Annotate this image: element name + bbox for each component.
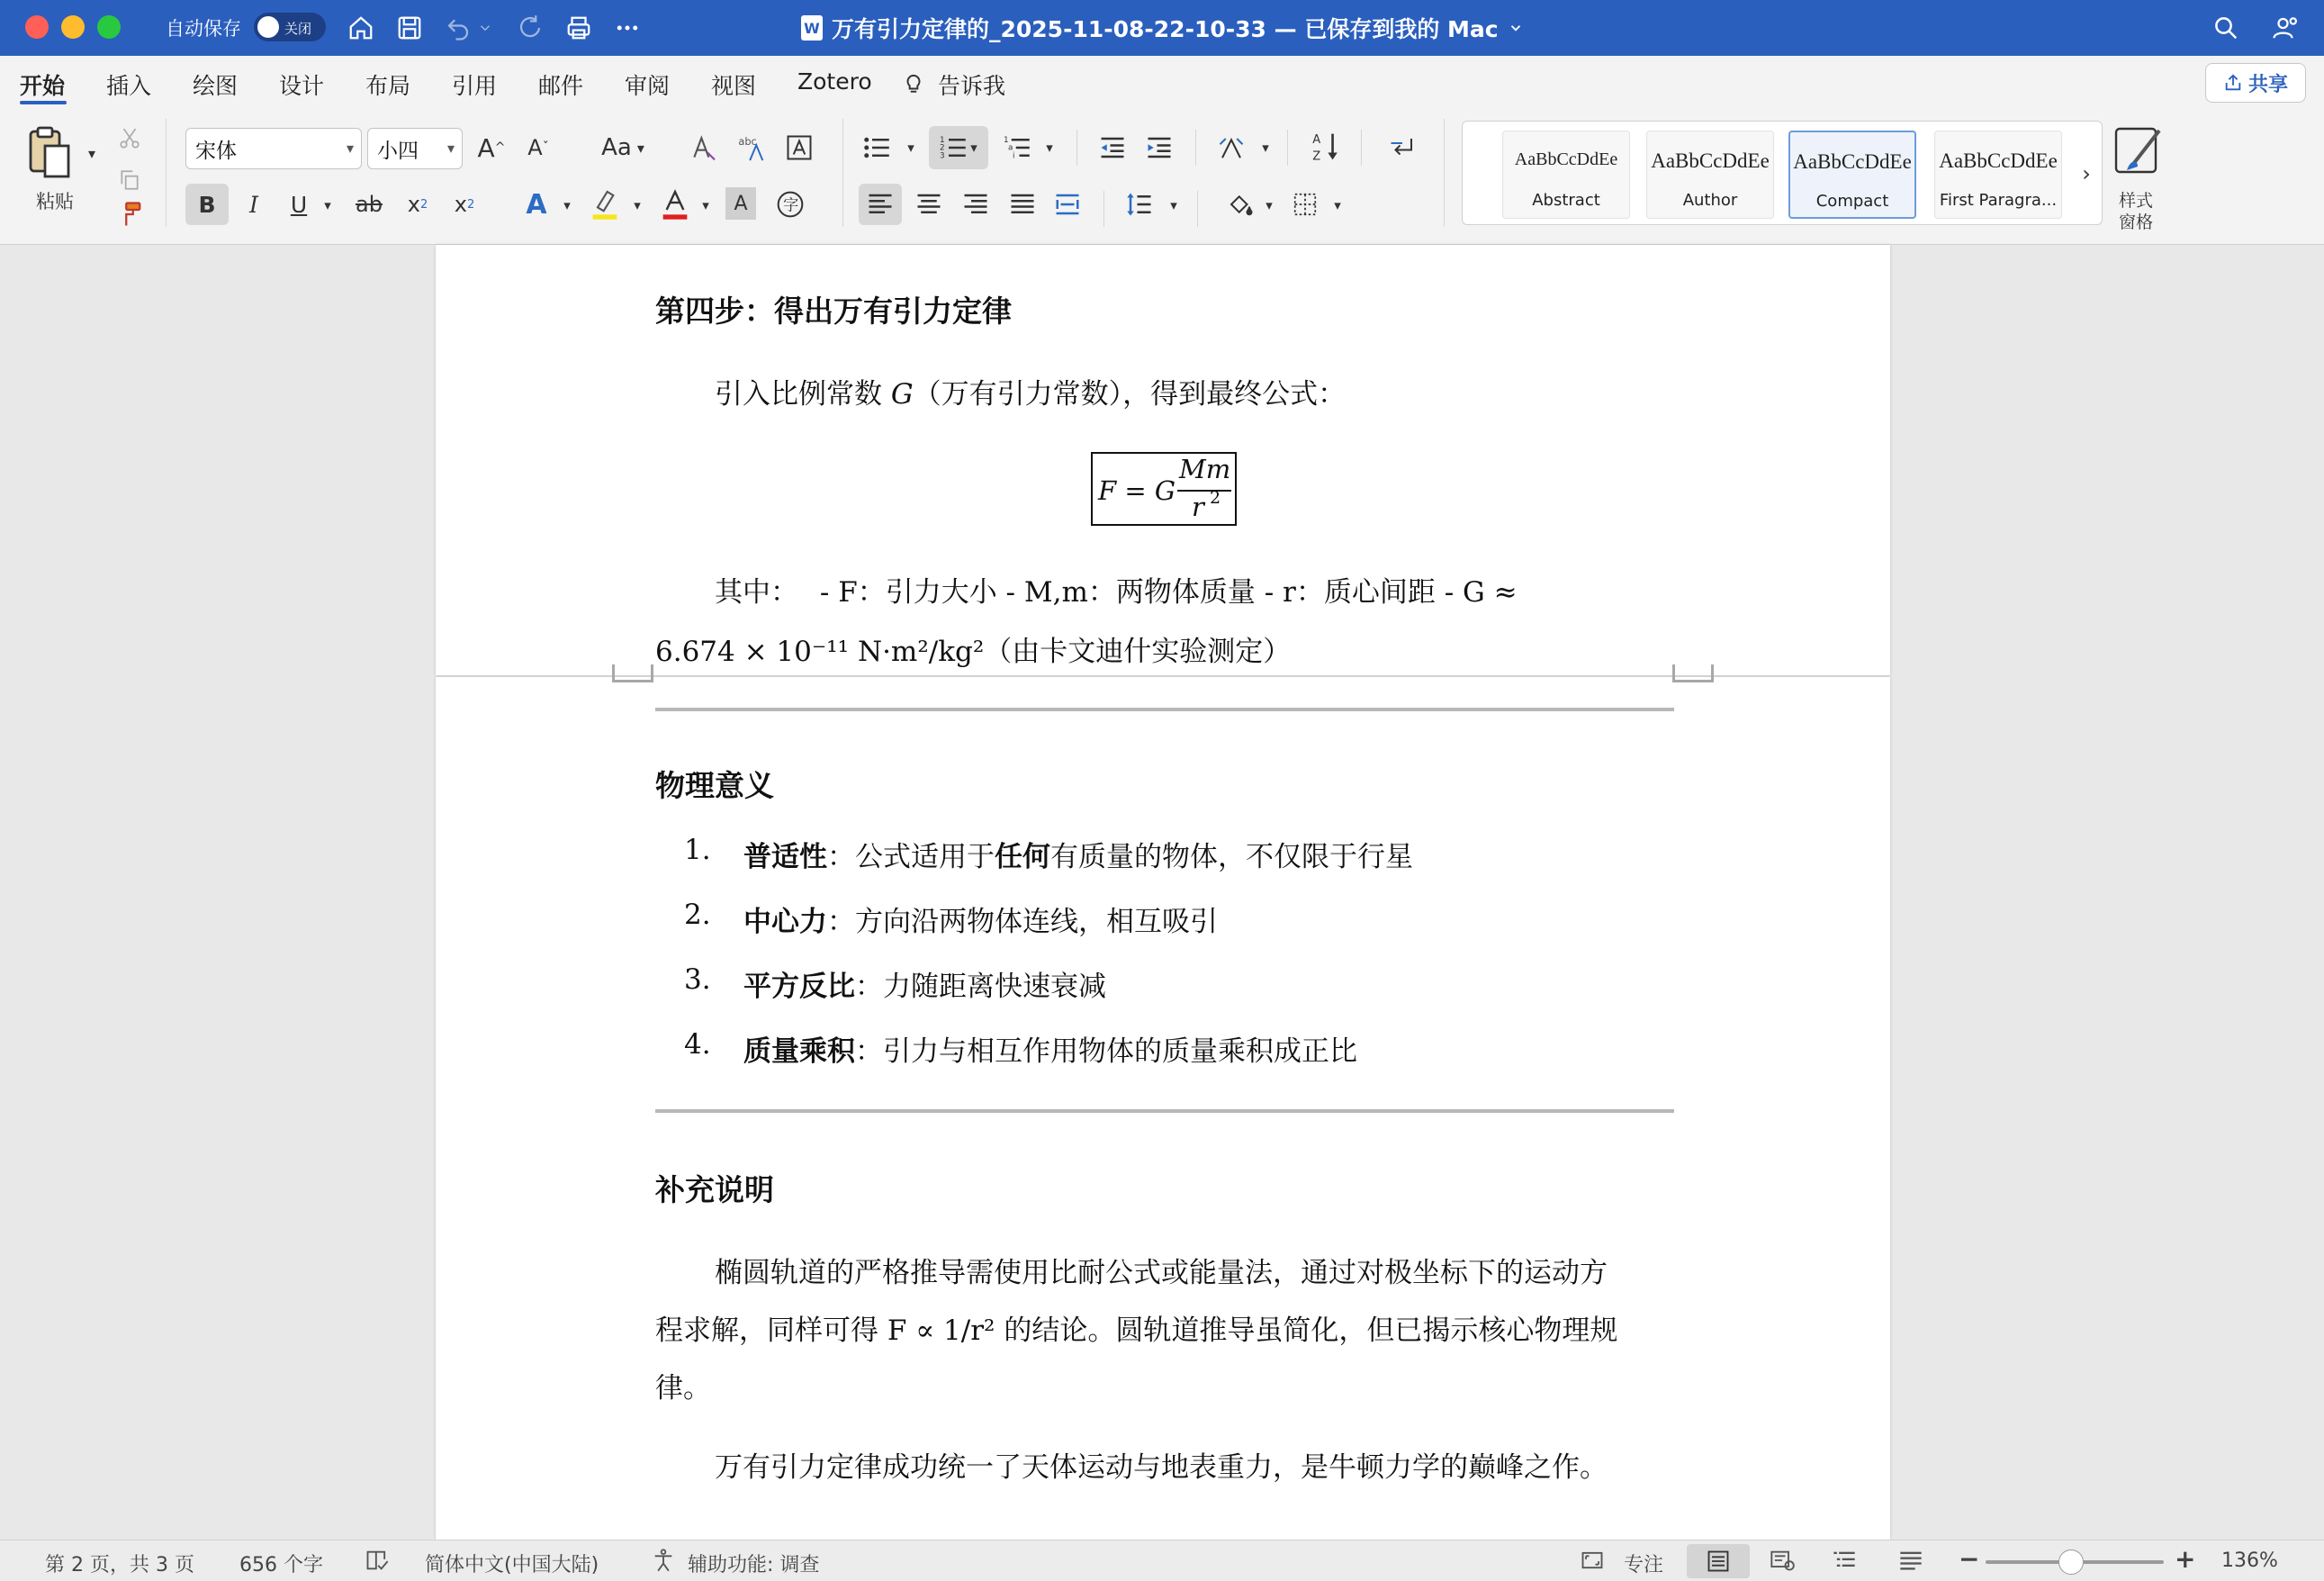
list-term: 普适性 bbox=[743, 841, 827, 873]
ribbon-separator bbox=[1197, 191, 1198, 227]
style-sample: AaBbCcDdEe bbox=[1651, 149, 1770, 172]
paste-label: 粘贴 bbox=[36, 191, 74, 212]
word-document-icon: W bbox=[801, 15, 823, 41]
active-tab-indicator bbox=[20, 101, 67, 104]
home-icon[interactable] bbox=[344, 11, 378, 45]
grow-font-icon[interactable]: A ^ bbox=[477, 132, 506, 163]
decrease-indent-icon[interactable] bbox=[1093, 130, 1132, 166]
style-compact[interactable] bbox=[1788, 131, 1916, 219]
style-first-paragraph[interactable] bbox=[1934, 131, 2062, 219]
list-number: 3. bbox=[684, 963, 711, 996]
tab-review[interactable]: 审阅 bbox=[625, 73, 671, 99]
tab-home[interactable]: 开始 bbox=[20, 73, 66, 99]
bold-button[interactable] bbox=[185, 184, 229, 225]
style-sample: AaBbCcDdEe bbox=[1514, 149, 1618, 169]
borders-dropdown-icon[interactable]: ▾ bbox=[1334, 197, 1341, 213]
undo-dropdown-icon[interactable] bbox=[477, 11, 493, 45]
text-effects-icon[interactable] bbox=[733, 128, 772, 167]
increase-indent-icon[interactable] bbox=[1139, 130, 1179, 166]
underline-label: U bbox=[290, 191, 308, 218]
list-strong: 任何 bbox=[995, 841, 1050, 873]
style-sample: AaBbCcDdEe bbox=[1939, 149, 2058, 172]
tab-design[interactable]: 设计 bbox=[279, 73, 325, 99]
ribbon-separator bbox=[1103, 191, 1104, 227]
svg-text:abc: abc bbox=[738, 135, 757, 149]
text-effect-a-icon[interactable]: A bbox=[526, 188, 547, 221]
font-size-select[interactable]: 小四 ▾ bbox=[367, 128, 463, 169]
shading-dropdown-icon[interactable]: ▾ bbox=[1266, 197, 1273, 213]
list-text: ：方向沿两物体连线，相互吸引 bbox=[827, 906, 1218, 938]
zoom-level[interactable]: 136% bbox=[2221, 1549, 2278, 1572]
tab-layout[interactable]: 布局 bbox=[365, 73, 411, 99]
autosave-state: 关闭 bbox=[284, 21, 312, 37]
align-right-icon[interactable] bbox=[956, 184, 995, 225]
text-effect-dropdown-icon[interactable]: ▾ bbox=[563, 197, 571, 213]
ribbon-separator bbox=[1076, 130, 1077, 166]
step4-intro-b: （万有引力常数），得到最终公式： bbox=[913, 378, 1347, 411]
ribbon-tab-bar bbox=[0, 56, 2324, 110]
list-number: 1. bbox=[684, 834, 711, 866]
numbering-button[interactable]: 1 2 3 ▾ bbox=[929, 126, 988, 169]
styles-gallery bbox=[1462, 121, 2103, 225]
minimize-window-button[interactable] bbox=[61, 15, 85, 39]
list-number: 2. bbox=[684, 899, 711, 931]
svg-text:1: 1 bbox=[940, 135, 945, 145]
distributed-icon[interactable] bbox=[1048, 184, 1087, 225]
list-text: ：引力与相互作用物体的质量乘积成正比 bbox=[855, 1035, 1357, 1068]
formula-exponent: 2 bbox=[1210, 488, 1221, 508]
styles-pane-label-1: 样式 bbox=[2119, 191, 2154, 211]
list-item bbox=[743, 899, 1218, 939]
ribbon-separator bbox=[166, 119, 167, 227]
meaning-heading: 物理意义 bbox=[655, 768, 774, 803]
highlight-dropdown-icon[interactable]: ▾ bbox=[634, 197, 641, 213]
web-layout-icon[interactable] bbox=[1768, 1548, 1797, 1578]
multilevel-list-icon[interactable] bbox=[999, 130, 1035, 166]
draft-view-icon[interactable] bbox=[1897, 1548, 1924, 1578]
bullets-icon[interactable] bbox=[859, 130, 895, 166]
multilevel-dropdown-icon[interactable]: ▾ bbox=[1046, 140, 1053, 156]
more-options-icon[interactable] bbox=[610, 11, 644, 45]
print-layout-view-button[interactable] bbox=[1687, 1544, 1750, 1578]
paste-dropdown-icon[interactable]: ▾ bbox=[87, 144, 96, 162]
font-color-icon[interactable] bbox=[655, 184, 695, 225]
step4-intro-g: G bbox=[890, 378, 914, 411]
ribbon-separator bbox=[1361, 130, 1362, 166]
language[interactable]: 简体中文(中国大陆) bbox=[425, 1554, 599, 1576]
italic-button[interactable] bbox=[236, 184, 272, 225]
supplement-paragraph-line: 椭圆轨道的严格推导需使用比耐公式或能量法，通过对极坐标下的运动方 bbox=[715, 1257, 1608, 1289]
numbering-icon bbox=[940, 134, 967, 161]
character-border-icon[interactable] bbox=[781, 128, 817, 167]
svg-text:Z: Z bbox=[1312, 149, 1321, 162]
supplement-paragraph-line: 律。 bbox=[655, 1372, 711, 1405]
style-name: Compact bbox=[1815, 192, 1889, 211]
styles-pane-label-2: 窗格 bbox=[2119, 212, 2154, 232]
status-bar bbox=[0, 1540, 2324, 1581]
superscript-button[interactable]: x 2 bbox=[454, 192, 475, 217]
constant-line: 6.674 × 10⁻¹¹ N·m²/kg²（由卡文迪什实验测定） bbox=[655, 636, 1292, 668]
print-layout-icon bbox=[1705, 1549, 1732, 1574]
italic-label: I bbox=[249, 191, 258, 218]
justify-icon[interactable] bbox=[1003, 184, 1042, 225]
focus-label[interactable]: 专注 bbox=[1624, 1554, 1664, 1576]
character-shading-icon[interactable]: A bbox=[725, 187, 756, 220]
search-icon[interactable] bbox=[2209, 11, 2243, 45]
zoom-window-button[interactable] bbox=[97, 15, 121, 39]
change-case-button[interactable]: Aa ▾ bbox=[601, 134, 644, 161]
underline-button[interactable] bbox=[281, 184, 317, 225]
svg-text:i: i bbox=[1013, 151, 1015, 161]
style-name: First Paragra... bbox=[1939, 191, 2058, 210]
align-center-icon[interactable] bbox=[909, 184, 949, 225]
word-count[interactable]: 656 个字 bbox=[239, 1554, 323, 1576]
formula-box[interactable] bbox=[1091, 452, 1237, 526]
subscript-button[interactable]: x 2 bbox=[407, 192, 428, 217]
save-icon[interactable] bbox=[392, 11, 427, 45]
accessibility-status[interactable]: 辅助功能: 调查 bbox=[688, 1554, 820, 1576]
svg-text:A: A bbox=[1312, 133, 1321, 148]
tab-mailings[interactable]: 邮件 bbox=[538, 73, 584, 99]
share-label: 共享 bbox=[2247, 73, 2288, 96]
ribbon bbox=[0, 110, 2324, 245]
styles-pane-icon[interactable] bbox=[2112, 122, 2167, 178]
list-text: ：公式适用于 bbox=[827, 841, 995, 873]
ribbon-separator bbox=[1287, 130, 1288, 166]
align-left-icon bbox=[867, 191, 894, 218]
tab-references[interactable]: 引用 bbox=[452, 73, 498, 99]
step4-heading: 第四步：得出万有引力定律 bbox=[655, 294, 1012, 329]
step4-intro bbox=[715, 371, 1346, 411]
list-term: 平方反比 bbox=[743, 971, 855, 1003]
line-spacing-dropdown-icon[interactable]: ▾ bbox=[1170, 197, 1177, 213]
tab-draw[interactable]: 绘图 bbox=[193, 73, 239, 99]
svg-text:1: 1 bbox=[1004, 135, 1009, 145]
line-spacing-icon[interactable] bbox=[1120, 184, 1159, 225]
tab-zotero[interactable]: Zotero bbox=[797, 68, 872, 95]
sort-icon[interactable] bbox=[1307, 126, 1347, 167]
tab-insert[interactable]: 插入 bbox=[106, 73, 152, 99]
clear-formatting-icon[interactable] bbox=[684, 128, 724, 167]
subscript-label: x bbox=[407, 192, 420, 217]
where-line bbox=[715, 569, 1518, 610]
list-item bbox=[743, 963, 1106, 1004]
enclose-character-icon[interactable] bbox=[770, 184, 810, 225]
horizontal-rule bbox=[655, 1109, 1674, 1113]
strikethrough-label: ab bbox=[356, 192, 383, 217]
style-author[interactable] bbox=[1646, 131, 1774, 219]
outline-view-icon[interactable] bbox=[1831, 1548, 1858, 1578]
strikethrough-button[interactable] bbox=[346, 184, 392, 225]
change-case-label: Aa bbox=[601, 134, 632, 161]
style-name: Abstract bbox=[1532, 191, 1600, 210]
formula-numerator: Mm bbox=[1179, 454, 1231, 484]
document-page[interactable] bbox=[436, 677, 1890, 1540]
autosave-toggle[interactable] bbox=[254, 13, 326, 41]
list-text: ：力随距离快速衰减 bbox=[855, 971, 1106, 1003]
list-item bbox=[743, 1028, 1357, 1069]
style-abstract[interactable] bbox=[1502, 131, 1630, 219]
borders-icon[interactable] bbox=[1285, 184, 1325, 225]
undo-icon[interactable] bbox=[441, 11, 475, 45]
supplement-heading: 补充说明 bbox=[655, 1172, 774, 1207]
style-sample: AaBbCcDdEe bbox=[1793, 150, 1912, 173]
asian-layout-icon[interactable] bbox=[1212, 130, 1251, 166]
chevron-right-icon[interactable]: › bbox=[2082, 161, 2091, 186]
fraction-bar bbox=[1177, 490, 1231, 492]
lightbulb-icon bbox=[902, 70, 925, 101]
where-items: - F：引力大小 - M,m：两物体质量 - r：质心间距 - G ≈ bbox=[819, 576, 1518, 609]
ribbon-separator bbox=[1444, 119, 1445, 227]
ribbon-separator bbox=[842, 119, 843, 227]
proofing-icon[interactable] bbox=[364, 1548, 391, 1578]
show-paragraph-marks-icon[interactable] bbox=[1383, 130, 1422, 166]
list-number: 4. bbox=[684, 1028, 711, 1061]
print-icon[interactable] bbox=[562, 11, 596, 45]
svg-text:字: 字 bbox=[783, 196, 799, 215]
account-icon[interactable] bbox=[2268, 11, 2302, 45]
chevron-down-icon bbox=[1508, 20, 1524, 36]
shading-icon[interactable] bbox=[1221, 184, 1260, 225]
cut-icon[interactable] bbox=[112, 122, 148, 155]
page-corner-mark bbox=[612, 664, 653, 682]
align-left-button[interactable] bbox=[859, 184, 902, 225]
focus-icon[interactable] bbox=[1579, 1548, 1606, 1578]
redo-icon[interactable] bbox=[513, 11, 547, 45]
underline-dropdown-icon[interactable]: ▾ bbox=[324, 197, 331, 213]
highlight-icon[interactable] bbox=[585, 184, 625, 225]
formula-lhs: F = G bbox=[1098, 475, 1176, 506]
horizontal-rule bbox=[655, 708, 1674, 711]
svg-text:a: a bbox=[1008, 143, 1013, 153]
title-bar bbox=[0, 0, 2324, 56]
svg-text:2: 2 bbox=[940, 143, 945, 153]
page-corner-mark bbox=[1672, 664, 1714, 682]
tab-view[interactable]: 视图 bbox=[711, 73, 757, 99]
superscript-label: x bbox=[454, 192, 467, 217]
bold-label: B bbox=[198, 191, 216, 218]
list-term: 质量乘积 bbox=[743, 1035, 855, 1068]
style-name: Author bbox=[1682, 191, 1738, 210]
font-name-value: 宋体 bbox=[195, 139, 237, 163]
where-prefix: 其中： bbox=[715, 576, 798, 609]
document-title-text: 万有引力定律的_2025-11-08-22-10-33 — 已保存到我的 Mac bbox=[832, 16, 1499, 42]
font-size-value: 小四 bbox=[377, 139, 419, 163]
tab-tell-me[interactable]: 告诉我 bbox=[938, 73, 1006, 99]
paste-icon[interactable] bbox=[25, 122, 76, 185]
font-color-dropdown-icon[interactable]: ▾ bbox=[702, 197, 709, 213]
autosave-label: 自动保存 bbox=[166, 18, 241, 40]
shrink-font-icon[interactable]: A ˇ bbox=[527, 135, 549, 160]
font-name-select[interactable]: 宋体 ▾ bbox=[185, 128, 362, 169]
list-term: 中心力 bbox=[743, 906, 827, 938]
document-title[interactable] bbox=[801, 13, 1524, 43]
zoom-out-icon[interactable]: − bbox=[1959, 1544, 1980, 1574]
svg-text:3: 3 bbox=[940, 151, 945, 161]
share-button[interactable] bbox=[2205, 63, 2306, 103]
zoom-slider-handle[interactable] bbox=[2058, 1549, 2084, 1575]
bullets-dropdown-icon[interactable]: ▾ bbox=[907, 140, 914, 156]
ribbon-separator bbox=[1195, 130, 1196, 166]
close-window-button[interactable] bbox=[25, 15, 49, 39]
supplement-paragraph-2: 万有引力定律成功统一了天体运动与地表重力，是牛顿力学的巅峰之作。 bbox=[715, 1451, 1608, 1484]
page-count[interactable]: 第 2 页，共 3 页 bbox=[45, 1554, 194, 1576]
format-painter-icon[interactable] bbox=[112, 198, 148, 230]
zoom-in-icon[interactable]: + bbox=[2175, 1544, 2196, 1574]
step4-intro-a: 引入比例常数 bbox=[715, 378, 891, 411]
share-icon bbox=[2223, 73, 2243, 93]
formula-denominator: r bbox=[1192, 492, 1204, 522]
asian-layout-dropdown-icon[interactable]: ▾ bbox=[1262, 140, 1269, 156]
copy-icon[interactable] bbox=[112, 164, 148, 196]
list-item bbox=[743, 834, 1413, 874]
accessibility-icon[interactable] bbox=[650, 1548, 677, 1578]
list-text: 有质量的物体，不仅限于行星 bbox=[1050, 841, 1413, 873]
supplement-paragraph-line: 程求解，同样可得 F ∝ 1/r² 的结论。圆轨道推导虽简化，但已揭示核心物理规 bbox=[655, 1314, 1618, 1347]
